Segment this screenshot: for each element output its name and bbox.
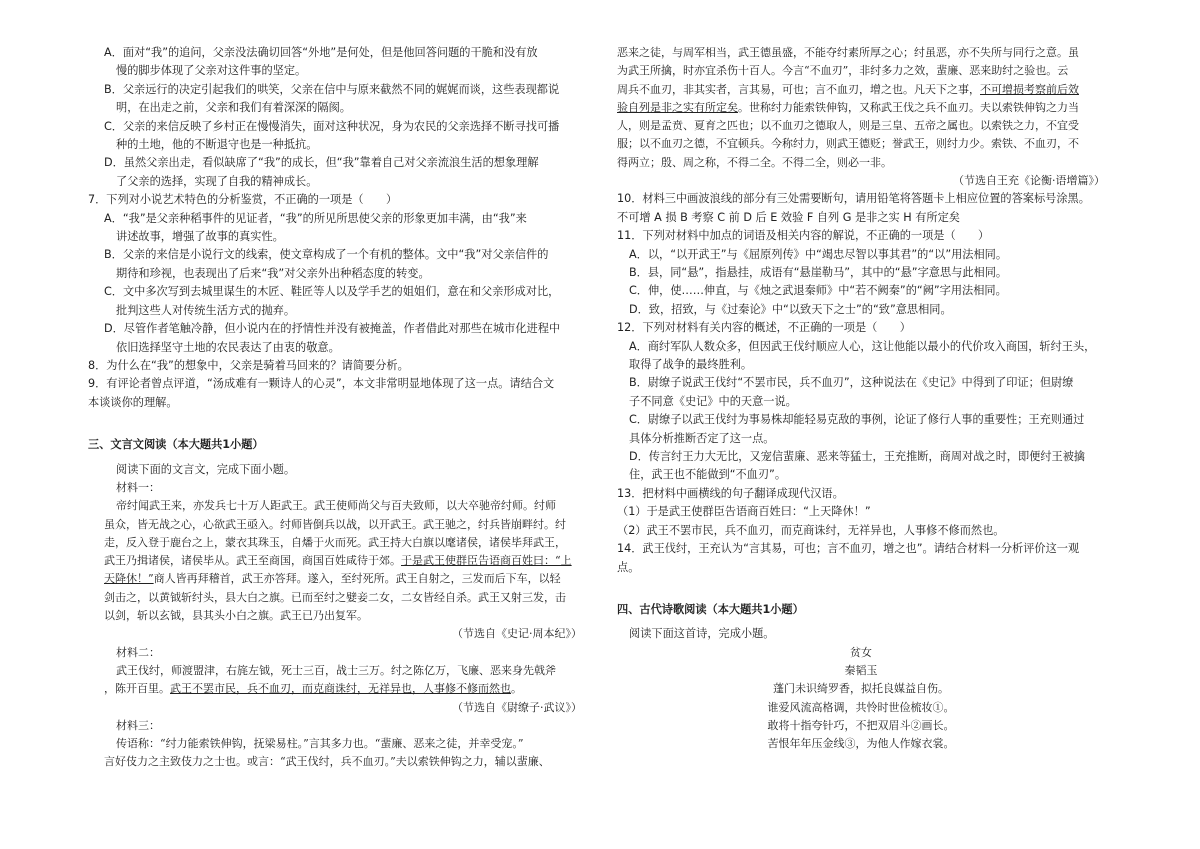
q14-stem-line2: 点。 [617,560,640,574]
section4-intro: 阅读下面这首诗，完成小题。 [629,627,775,641]
q6-option-a-line1: A．面对“我”的追问，父亲没法确切回答“外地”是何处，但是他回答问题的干脆和没有放 [104,46,538,59]
q12-stem: 12．下列对材料有关内容的概述，不正确的一项是（ ） [617,321,911,335]
q13-item-1: （1）于是武王使群臣告语商百姓曰：“上天降休！” [617,505,871,519]
q14-stem-line1: 14．武王伐纣，王充认为“言其易，可也；言不血刃，增之也”。请结合材料一分析评价这一观 [617,542,1080,556]
material1-underlined-sentence-part2: 天降休！” [104,572,154,586]
q10-stem-line2: 不可增 A 损 B 考察 C 前 D 后 E 效验 F 自列 G 是非之实 H 有所定矣 [617,210,960,224]
material1-source: （节选自《史记·周本纪》） [452,627,582,641]
left-column [88,44,582,772]
section3-intro: 阅读下面的文言文，完成下面小题。 [116,462,296,476]
q12-option-c-line2: 具体分析推断否定了这一点。 [629,431,775,445]
q12-option-d-line2: 住，武王也不能做到“不血刃”。 [629,468,787,482]
material3-line1: 传语称：“纣力能索铁伸钩，抚梁易柱。”言其多力也。“蜚廉、恶来之徒，并幸受宠。” [116,737,524,751]
q13-stem: 13．把材料中画横线的句子翻译成现代汉语。 [617,486,844,500]
q11-option-a: A．以，“以开武王”与《屈原列传》中“竭忠尽智以事其君”的“以”用法相同。 [629,247,1008,261]
q12-option-c-line1: C．尉缭子以武王伐纣为事易株却能轻易克敌的事例，论证了修行人事的重要性；王充则通过 [629,413,1085,427]
material3-cont-line6: 服；以不血刃之德，不宜顿兵。今称纣力，则武王德贬；誉武王，则纣力少。索铁、不血刃，不 [617,137,1079,151]
q7-stem: 7．下列对小说艺术特色的分析鉴赏，不正确的一项是（ ） [88,193,398,207]
q9-stem-line1: 9．有评论者曾点评道，“汤成难有一颗诗人的心灵”，本文非常明显地体现了这一点。请结合文 [88,377,555,391]
material1-line6: 剑击之，以黄钺斩纣头，县大白之旗。已而至纣之嬖妾二女，二女皆经自杀。武王又射三发，击 [104,590,566,604]
q12-option-a-line2: 取得了战争的最终胜利。 [629,358,753,372]
poem-author: 秦韬玉 [844,664,878,678]
material3-cont-line7: 得两立；殷、周之称，不得二全。不得二全，则必一非。 [617,155,892,169]
q12-option-d-line1: D．传言纣王力大无比，又宠信蜚廉、恶来等猛士，王充推断，商周对战之时，即便纣王被擒 [629,450,1086,464]
q8-stem: 8．为什么在“我”的想象中，父亲是骑着马回来的？请简要分析。 [88,358,409,372]
q11-option-c: C．伸，使……伸直，与《烛之武退秦师》中“若不阙秦”的“阙”字用法相同。 [629,284,1007,298]
q7-options [104,210,582,357]
q6-option-a-line2: 慢的脚步体现了父亲对这件事的坚定。 [116,64,307,78]
q6-option-b-line2: 明，在出走之前，父亲和我们有着深深的隔阂。 [116,101,351,115]
material1-line3: 走，反入登于鹿台之上，蒙衣其珠玉，自燔于火而死。武王持大白旗以麾诸侯，诸侯毕拜武王， [104,535,566,549]
poem-title: 贫女 [850,645,872,659]
material1-underlined-sentence-part1: 于是武王使群臣告语商百姓曰：“上 [401,554,572,568]
q7-option-d-line2: 依旧选择坚守土地的农民表达了由衷的敬意。 [116,340,340,354]
material1-line5-text: 商人皆再拜稽首，武王亦答拜。遂入，至纣死所。武王自射之，三发而后下车，以轻 [153,572,561,586]
q10-stem-line1: 10．材料三中画波浪线的部分有三处需要断句，请用铅笔将答题卡上相应位置的答案标号涂黑。 [617,192,1090,206]
material2-source: （节选自《尉缭子·武议》） [452,700,582,714]
poem-line-3: 敢将十指夸针巧，不把双眉斗②画长。 [767,718,955,732]
q7-option-c-line2: 批判这些人对传统生活方式的抛弃。 [116,303,296,317]
q12-option-b-line1: B．尉缭子说武王伐纣“不罢市民，兵不血刃”，这种说法在《史记》中得到了印证；但尉缭 [629,376,1074,390]
material3-cont-line4 [617,99,1105,117]
material3-cont-line4-text: 。世称纣力能索铁伸钩，又称武王伐之兵不血刃。夫以索铁伸钩之力当 [738,100,1079,114]
material1-line4-text: 武王乃揖诸侯，诸侯毕从。武王至商国，商国百姓咸待于郊。 [104,554,401,568]
material3-source: （节选自王充《论衡·语增篇》） [953,174,1105,188]
poem-line-2: 谁爱风流高格调，共怜时世俭梳妆①。 [767,700,955,714]
section3-title: 三、文言文阅读（本大题共1小题） [88,438,264,452]
material3-cont-line2: 为武王所擒，时亦宜杀伤十百人。今言“不血刃”，非纣多力之效，蜚廉、恶来助纣之验也。云 [617,64,1069,78]
q6-option-b-line1: B．父亲远行的决定引起我们的哄笑，父亲在信中与原来截然不同的娓娓而谈，这些表现都说 [104,82,560,96]
material2-label: 材料二： [116,645,160,659]
q7-option-d-line1: D．尽管作者笔触冷静，但小说内在的抒情性并没有被掩盖，作者借此对那些在城市化进程中 [104,322,561,336]
poem-line-1: 蓬门未识绮罗香，拟托良媒益自伤。 [773,682,949,696]
material1-line5 [104,570,582,588]
poem-line-4: 苦恨年年压金线③，为他人作嫁衣裳。 [767,737,955,751]
material3-line2: 言好伎力之主致伎力之士也。或言：“武王伐纣，兵不血刃。”夫以索铁伸钩之力，辅以蜚廉、 [104,755,550,769]
material1-line2: 虽众，皆无战之心，心欲武王亟入。纣师皆倒兵以战，以开武王。武王驰之，纣兵皆崩畔纣。纣 [104,517,566,531]
material3-cont-line5: 人，则是孟贲、夏育之匹也；以不血刃之德取人，则是三皇、五帝之属也。以索铁之力，不宜受 [617,119,1079,133]
material1-line7: 以剑，斩以玄钺，县其头小白之旗。武王已乃出复军。 [104,609,368,623]
q7-option-b-line1: B．父亲的来信是小说行文的线索，使文章构成了一个有机的整体。文中“我”对父亲信件的 [104,248,549,262]
q6-option-c-line1: C．父亲的来信反映了乡村正在慢慢消失，面对这种状况，身为农民的父亲选择不断寻找可播 [104,119,560,133]
material1-line1: 帝纣闻武王来，亦发兵七十万人距武王。武王使师尚父与百夫致师，以大卒驰帝纣师。纣师 [116,499,556,513]
q6-option-c-line2: 种的土地，他的不断退守也是一种抵抗。 [116,138,318,152]
material2-line2-pre: ，陈开百里。 [104,682,170,696]
q12-option-a-line1: A．商纣军队人数众多，但因武王伐纣顺应人心，这让他能以最小的代价攻入商国，斩纣王头， [629,339,1096,353]
material3-wavy-part1: 不可增损考察前后效 [980,82,1079,96]
q11-stem: 11．下列对材料中加点的词语及相关内容的解说，不正确的一项是（ ） [617,229,990,243]
material3-cont-line1: 恶来之徒，与周军相当，武王德虽盛，不能夺纣素所厚之心；纣虽恶，亦不失所与同行之意。虽 [617,46,1079,59]
q7-option-a-line1: A．“我”是父亲种稻事件的见证者，“我”的所见所思使父亲的形象更加丰满，由“我”来 [104,211,527,225]
q13-item-2: （2）武王不罢市民，兵不血刃，而克商诛纣，无祥异也，人事修不修而然也。 [617,523,1005,537]
q7-option-a-line2: 讲述故事，增强了故事的真实性。 [116,230,284,244]
q6-option-d-line1: D．虽然父亲出走，看似缺席了“我”的成长，但“我”靠着自己对父亲流浪生活的想象理解 [104,156,539,170]
material3-cont-line3-text: 周兵不血刃，非其实者，言其易，可也；言不血刃，增之也。凡天下之事， [617,82,980,96]
material1-line4 [104,552,582,570]
q6-options [104,44,582,191]
material3-label: 材料三： [116,718,160,732]
material3-wavy-part2: 验自列是非之实有所定矣 [617,100,738,114]
material2-line1: 武王伐纣，师渡盟津，右旄左钺，死士三百，战士三万。纣之陈亿万，飞廉、恶来身先戟斧 [116,663,556,677]
material2-line2-post: 。 [511,682,522,696]
q11-option-b: B．县，同“悬”，指悬挂，成语有“悬崖勒马”，其中的“悬”字意思与此相同。 [629,266,1008,279]
q7-option-b-line2: 期待和珍视，也表现出了后来“我”对父亲外出种稻态度的转变。 [116,266,430,280]
right-column [617,44,1105,754]
q6-option-d-line2: 了父亲的选择，实现了自我的精神成长。 [116,174,318,188]
section4-title: 四、古代诗歌阅读（本大题共1小题） [617,602,804,616]
q7-option-c-line1: C．文中多次写到去城里谋生的木匠、鞋匠等人以及学手艺的姐姐们，意在和父亲形成对比， [104,285,560,299]
q11-option-d: D．致，招致，与《过秦论》中“以致天下之士”的“致”意思相同。 [629,302,952,316]
q12-option-b-line2: 子不同意《史记》中的天意一说。 [629,394,797,408]
material3-cont-line3 [617,81,1105,99]
material2-underlined-sentence: 武王不罢市民，兵不血刃，而克商诛纣，无祥异也，人事修不修而然也 [170,682,511,696]
q9-stem-line2: 本谈谈你的理解。 [88,395,178,409]
material2-line2 [104,680,582,698]
material1-label: 材料一： [116,480,160,494]
